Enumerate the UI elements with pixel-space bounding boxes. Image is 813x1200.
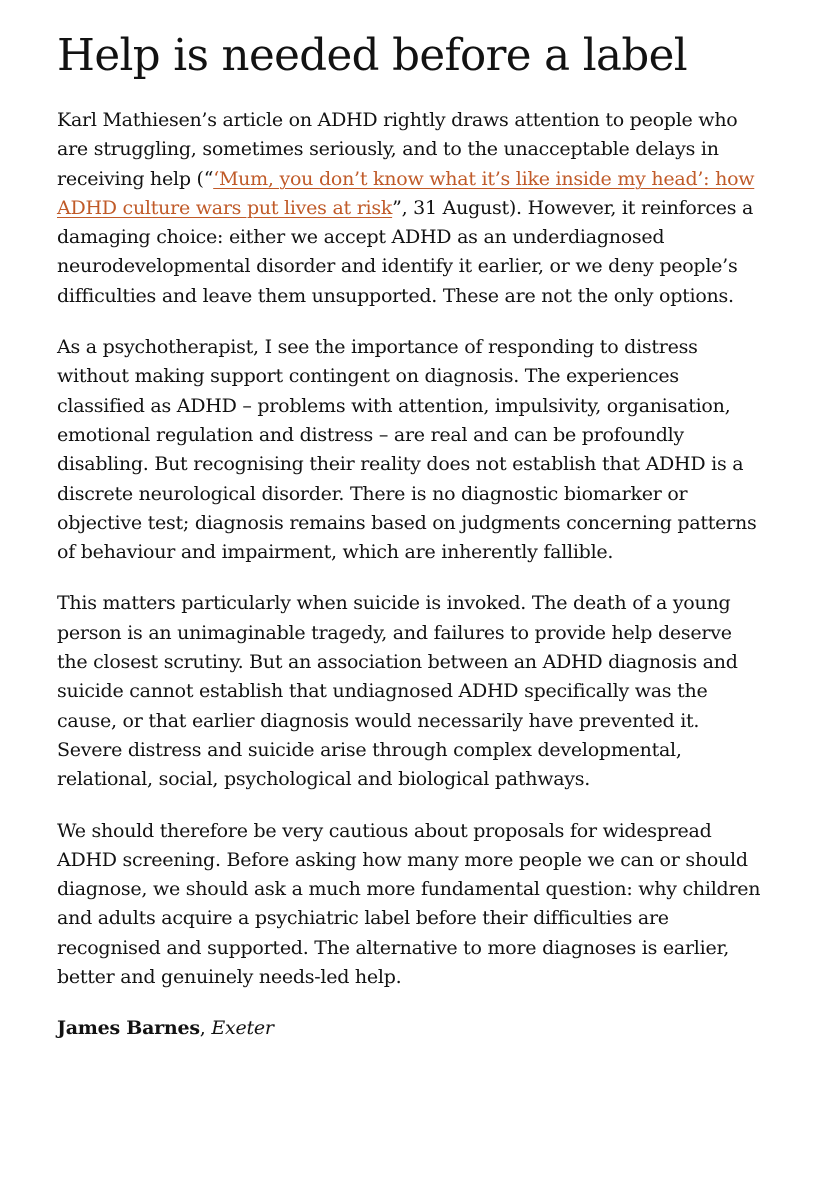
letter-signoff <box>57 1014 761 1043</box>
paragraph-2: As a psychotherapist, I see the importance of responding to distress without making support contingent on diagnosis. The experiences classified as ADHD – problems with attention, impulsivity, organisation, emotional regulation and distress – are real and can be profoundly disabling. But recognising their reality does not establish that ADHD is a discrete neurological disorder. There is no diagnostic biomarker or objective test; diagnosis remains based on judgments concerning patterns of behaviour and impairment, which are inherently fallible. <box>57 336 757 564</box>
paragraph-4: We should therefore be very cautious about proposals for widespread ADHD screening. Before asking how many more people we can or should diagnose, we should ask a much more fundamental question: why children and adults acquire a psychiatric label before their difficulties are recognised and supported. The alternative to more diagnoses is earlier, better and genuinely needs-led help. <box>57 819 761 989</box>
headline: Help is needed before a label <box>57 31 688 81</box>
author-name: James Barnes <box>57 1017 200 1040</box>
paragraph-1 <box>57 106 761 311</box>
referenced-article-link[interactable]: ‘Mum, you don’t know what it’s like inside my head’: how ADHD culture wars put lives at risk <box>57 167 755 219</box>
signoff-separator: , <box>199 1017 212 1040</box>
paragraph-1-rest: ”, 31 August). However, it reinforces a damaging choice: either we accept ADHD as an underdiagnosed neurodevelopmental disorder and identify it earlier, or we deny people’s difficulties and leave them unsupported. These are not the only options. <box>57 196 754 307</box>
author-location: Exeter <box>211 1017 274 1040</box>
paragraph-1-intro: Karl Mathiesen’s article on ADHD rightly draws attention to people who are struggling, sometimes seriously, and to the unacceptable delays in receiving help (“ <box>57 109 738 190</box>
paragraph-3: This matters particularly when suicide is invoked. The death of a young person is an unimaginable tragedy, and failures to provide help deserve the closest scrutiny. But an association between an ADHD diagnosis and suicide cannot establish that undiagnosed ADHD specifically was the cause, or that earlier diagnosis would necessarily have prevented it. Severe distress and suicide arise through complex developmental, relational, social, psychological and biological pathways. <box>57 592 738 791</box>
